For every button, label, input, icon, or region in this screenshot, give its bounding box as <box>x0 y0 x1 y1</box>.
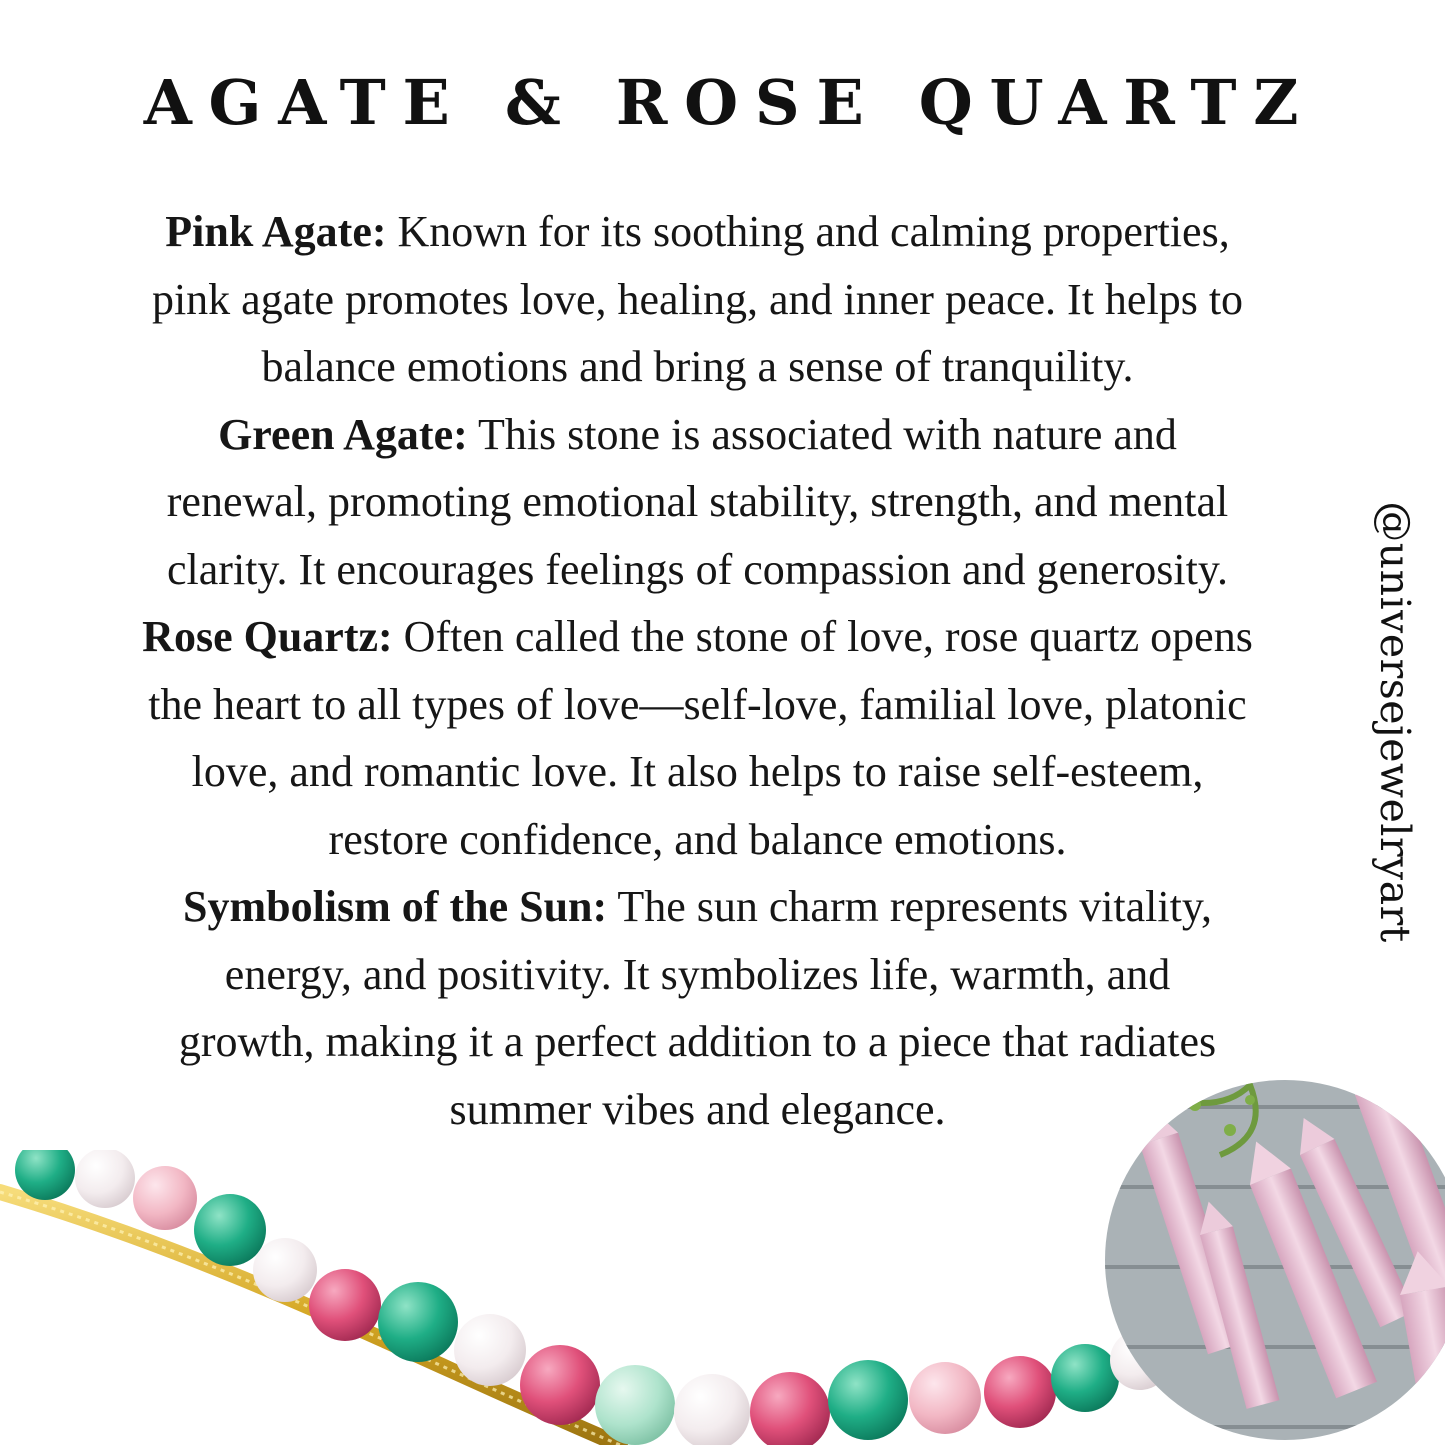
text-line-9: love, and romantic love. It also helps to raise self-esteem, <box>191 747 1204 796</box>
page-title: AGATE & ROSE QUARTZ <box>143 66 1316 139</box>
text-line-1: Pink Agate: Known for its soothing and calming properties, <box>165 207 1230 256</box>
text-line-10: restore confidence, and balance emotions. <box>328 814 1067 864</box>
text-line-13: growth, making it a perfect addition to a piece that radiates <box>178 1017 1217 1066</box>
text-line-5: renewal, promoting emotional stability, strength, and mental <box>166 477 1229 526</box>
text-line-2: pink agate promotes love, healing, and inner peace. It helps to <box>151 274 1244 324</box>
text-line-6: clarity. It encourages feelings of compassion and generosity. <box>167 544 1228 594</box>
bracelet-image <box>0 1150 1180 1445</box>
text-line-8: the heart to all types of love—self-love, familial love, platonic <box>148 679 1247 729</box>
text-line-12: energy, and positivity. It symbolizes life, warmth, and <box>224 949 1171 999</box>
text-line-11: Symbolism of the Sun: The sun charm represents vitality, <box>182 882 1212 931</box>
stone-descriptions <box>60 198 1335 1143</box>
text-line-4: Green Agate: This stone is associated with nature and <box>218 409 1177 459</box>
label-rose-quartz: Rose Quartz: <box>142 612 393 661</box>
label-green-agate: Green Agate: <box>218 409 468 459</box>
text-line-7: Rose Quartz: Often called the stone of love, rose quartz opens <box>142 612 1253 661</box>
instagram-handle: @universejewelryart <box>1371 501 1419 943</box>
text-line-3: balance emotions and bring a sense of tranquility. <box>261 342 1134 391</box>
label-pink-agate: Pink Agate: <box>165 207 387 256</box>
text-line-14: summer vibes and elegance. <box>449 1084 946 1134</box>
rose-quartz-photo <box>1100 1075 1445 1445</box>
label-symbolism-sun: Symbolism of the Sun: <box>182 882 608 931</box>
